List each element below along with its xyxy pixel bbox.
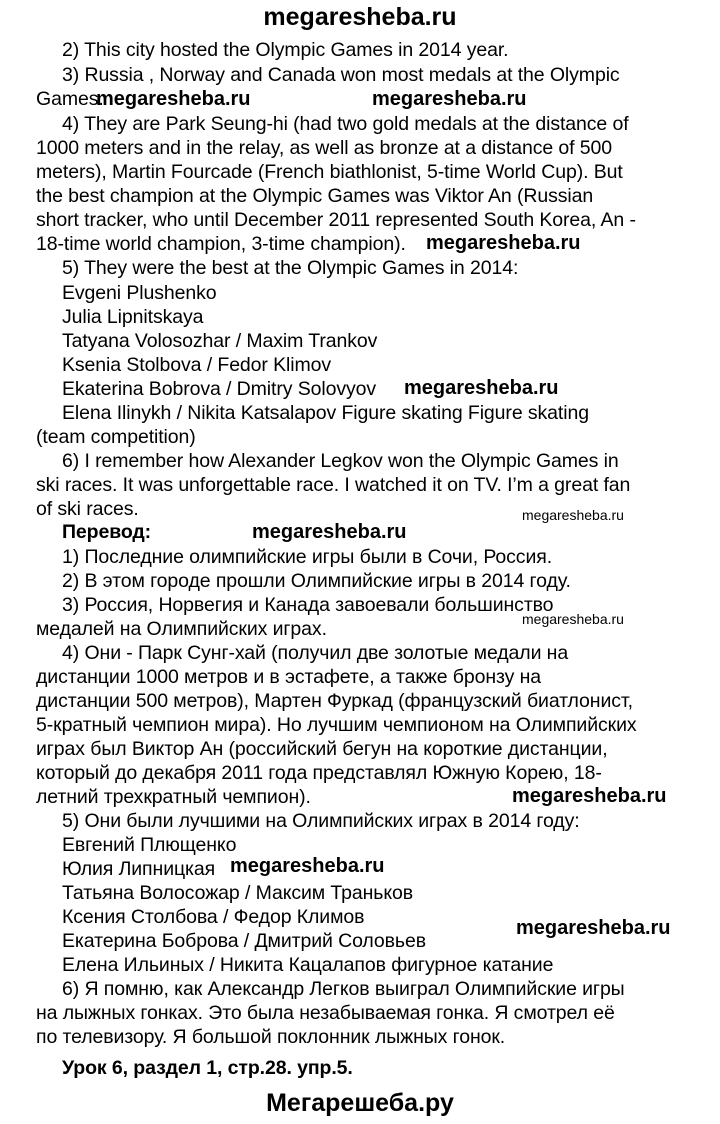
- team-competition-note: (team competition): [36, 426, 196, 448]
- athlete-line-ru: Юлия Липницкая: [62, 858, 216, 880]
- translation-heading: Перевод:: [62, 521, 152, 543]
- translation-3-line-1: 3) Россия, Норвегия и Канада завоевали большинство: [62, 594, 554, 616]
- answer-5-intro: 5) They were the best at the Olympic Games in 2014:: [62, 257, 519, 279]
- translation-5-intro: 5) Они были лучшими на Олимпийских играх в 2014 году:: [62, 810, 580, 832]
- header-watermark[interactable]: megaresheba.ru: [263, 3, 457, 31]
- answer-3-line-2: Games.: [36, 88, 104, 110]
- answer-6-line-2: ski races. It was unforgettable race. I watched it on TV. I’m a great fan: [36, 474, 631, 496]
- answer-6-line-3: of ski races.: [36, 498, 139, 520]
- inline-watermark[interactable]: megaresheba.ru: [372, 88, 527, 110]
- answer-4-line-2: 1000 meters and in the relay, as well as bronze at a distance of 500: [36, 137, 613, 159]
- footer-watermark[interactable]: Мегарешеба.ру: [266, 1089, 454, 1117]
- athlete-line: Ekaterina Bobrova / Dmitry Solovyov: [62, 378, 377, 400]
- translation-4-line-7: летний трехкратный чемпион).: [36, 786, 311, 808]
- athlete-line-ru: Елена Ильиных / Никита Кацалапов фигурное катание: [62, 954, 554, 976]
- athlete-line-ru: Екатерина Боброва / Дмитрий Соловьев: [62, 930, 426, 952]
- lesson-reference: Урок 6, раздел 1, стр.28. упр.5.: [62, 1057, 353, 1079]
- answer-4-line-6: 18-time world champion, 3-time champion).: [36, 233, 406, 255]
- translation-4-line-3: дистанции 500 метров), Мартен Фуркад (французский биатлонист,: [36, 690, 633, 712]
- athlete-line-ru: Евгений Плющенко: [62, 834, 237, 856]
- inline-watermark[interactable]: megaresheba.ru: [252, 521, 407, 543]
- athlete-line: Ksenia Stolbova / Fedor Klimov: [62, 354, 332, 376]
- translation-3-line-2: медалей на Олимпийских играх.: [36, 618, 327, 640]
- inline-watermark[interactable]: megaresheba.ru: [516, 917, 671, 939]
- translation-4-line-4: 5-кратный чемпион мира). Но лучшим чемпионом на Олимпийских: [36, 714, 637, 736]
- athlete-line: Julia Lipnitskaya: [62, 306, 204, 328]
- translation-4-line-6: который до декабря 2011 года представлял Южную Корею, 18-: [36, 762, 602, 784]
- small-watermark[interactable]: megaresheba.ru: [522, 507, 624, 523]
- translation-4-line-5: играх был Виктор Ан (российский бегун на короткие дистанции,: [36, 738, 608, 760]
- inline-watermark[interactable]: megaresheba.ru: [230, 855, 385, 877]
- athlete-line: Elena Ilinykh / Nikita Katsalapov Figure skating Figure skating: [62, 402, 589, 424]
- athlete-line: Evgeni Plushenko: [62, 282, 217, 304]
- translation-4-line-2: дистанции 1000 метров и в эстафете, а также бронзу на: [36, 666, 541, 688]
- translation-2: 2) В этом городе прошли Олимпийские игры в 2014 году.: [62, 570, 571, 592]
- answer-4-line-4: the best champion at the Olympic Games was Viktor An (Russian: [36, 185, 594, 207]
- translation-6-line-1: 6) Я помню, как Александр Легков выиграл Олимпийские игры: [62, 978, 625, 1000]
- athlete-line-ru: Татьяна Волосожар / Максим Траньков: [62, 882, 413, 904]
- translation-6-line-3: по телевизору. Я большой поклонник лыжных гонок.: [36, 1026, 506, 1048]
- answer-4-line-3: meters), Martin Fourcade (French biathlonist, 5-time World Cup). But: [36, 161, 623, 183]
- inline-watermark[interactable]: megaresheba.ru: [404, 377, 559, 399]
- athlete-line: Tatyana Volosozhar / Maxim Trankov: [62, 330, 378, 352]
- translation-1: 1) Последние олимпийские игры были в Сочи, Россия.: [62, 546, 553, 568]
- translation-6-line-2: на лыжных гонках. Это была незабываемая гонка. Я смотрел её: [36, 1002, 615, 1024]
- inline-watermark[interactable]: megaresheba.ru: [426, 232, 581, 254]
- small-watermark[interactable]: megaresheba.ru: [522, 611, 624, 627]
- answer-4-line-5: short tracker, who until December 2011 represented South Korea, An -: [36, 209, 636, 231]
- athlete-line-ru: Ксения Столбова / Федор Климов: [62, 906, 365, 928]
- translation-4-line-1: 4) Они - Парк Сунг-хай (получил две золотые медали на: [62, 642, 569, 664]
- answer-2: 2) This city hosted the Olympic Games in 2014 year.: [62, 39, 509, 61]
- answer-6-line-1: 6) I remember how Alexander Legkov won the Olympic Games in: [62, 450, 619, 472]
- inline-watermark[interactable]: megaresheba.ru: [512, 785, 667, 807]
- answer-4-line-1: 4) They are Park Seung-hi (had two gold medals at the distance of: [62, 113, 629, 135]
- inline-watermark[interactable]: megaresheba.ru: [96, 88, 251, 110]
- answer-3-line-1: 3) Russia , Norway and Canada won most medals at the Olympic: [62, 64, 620, 86]
